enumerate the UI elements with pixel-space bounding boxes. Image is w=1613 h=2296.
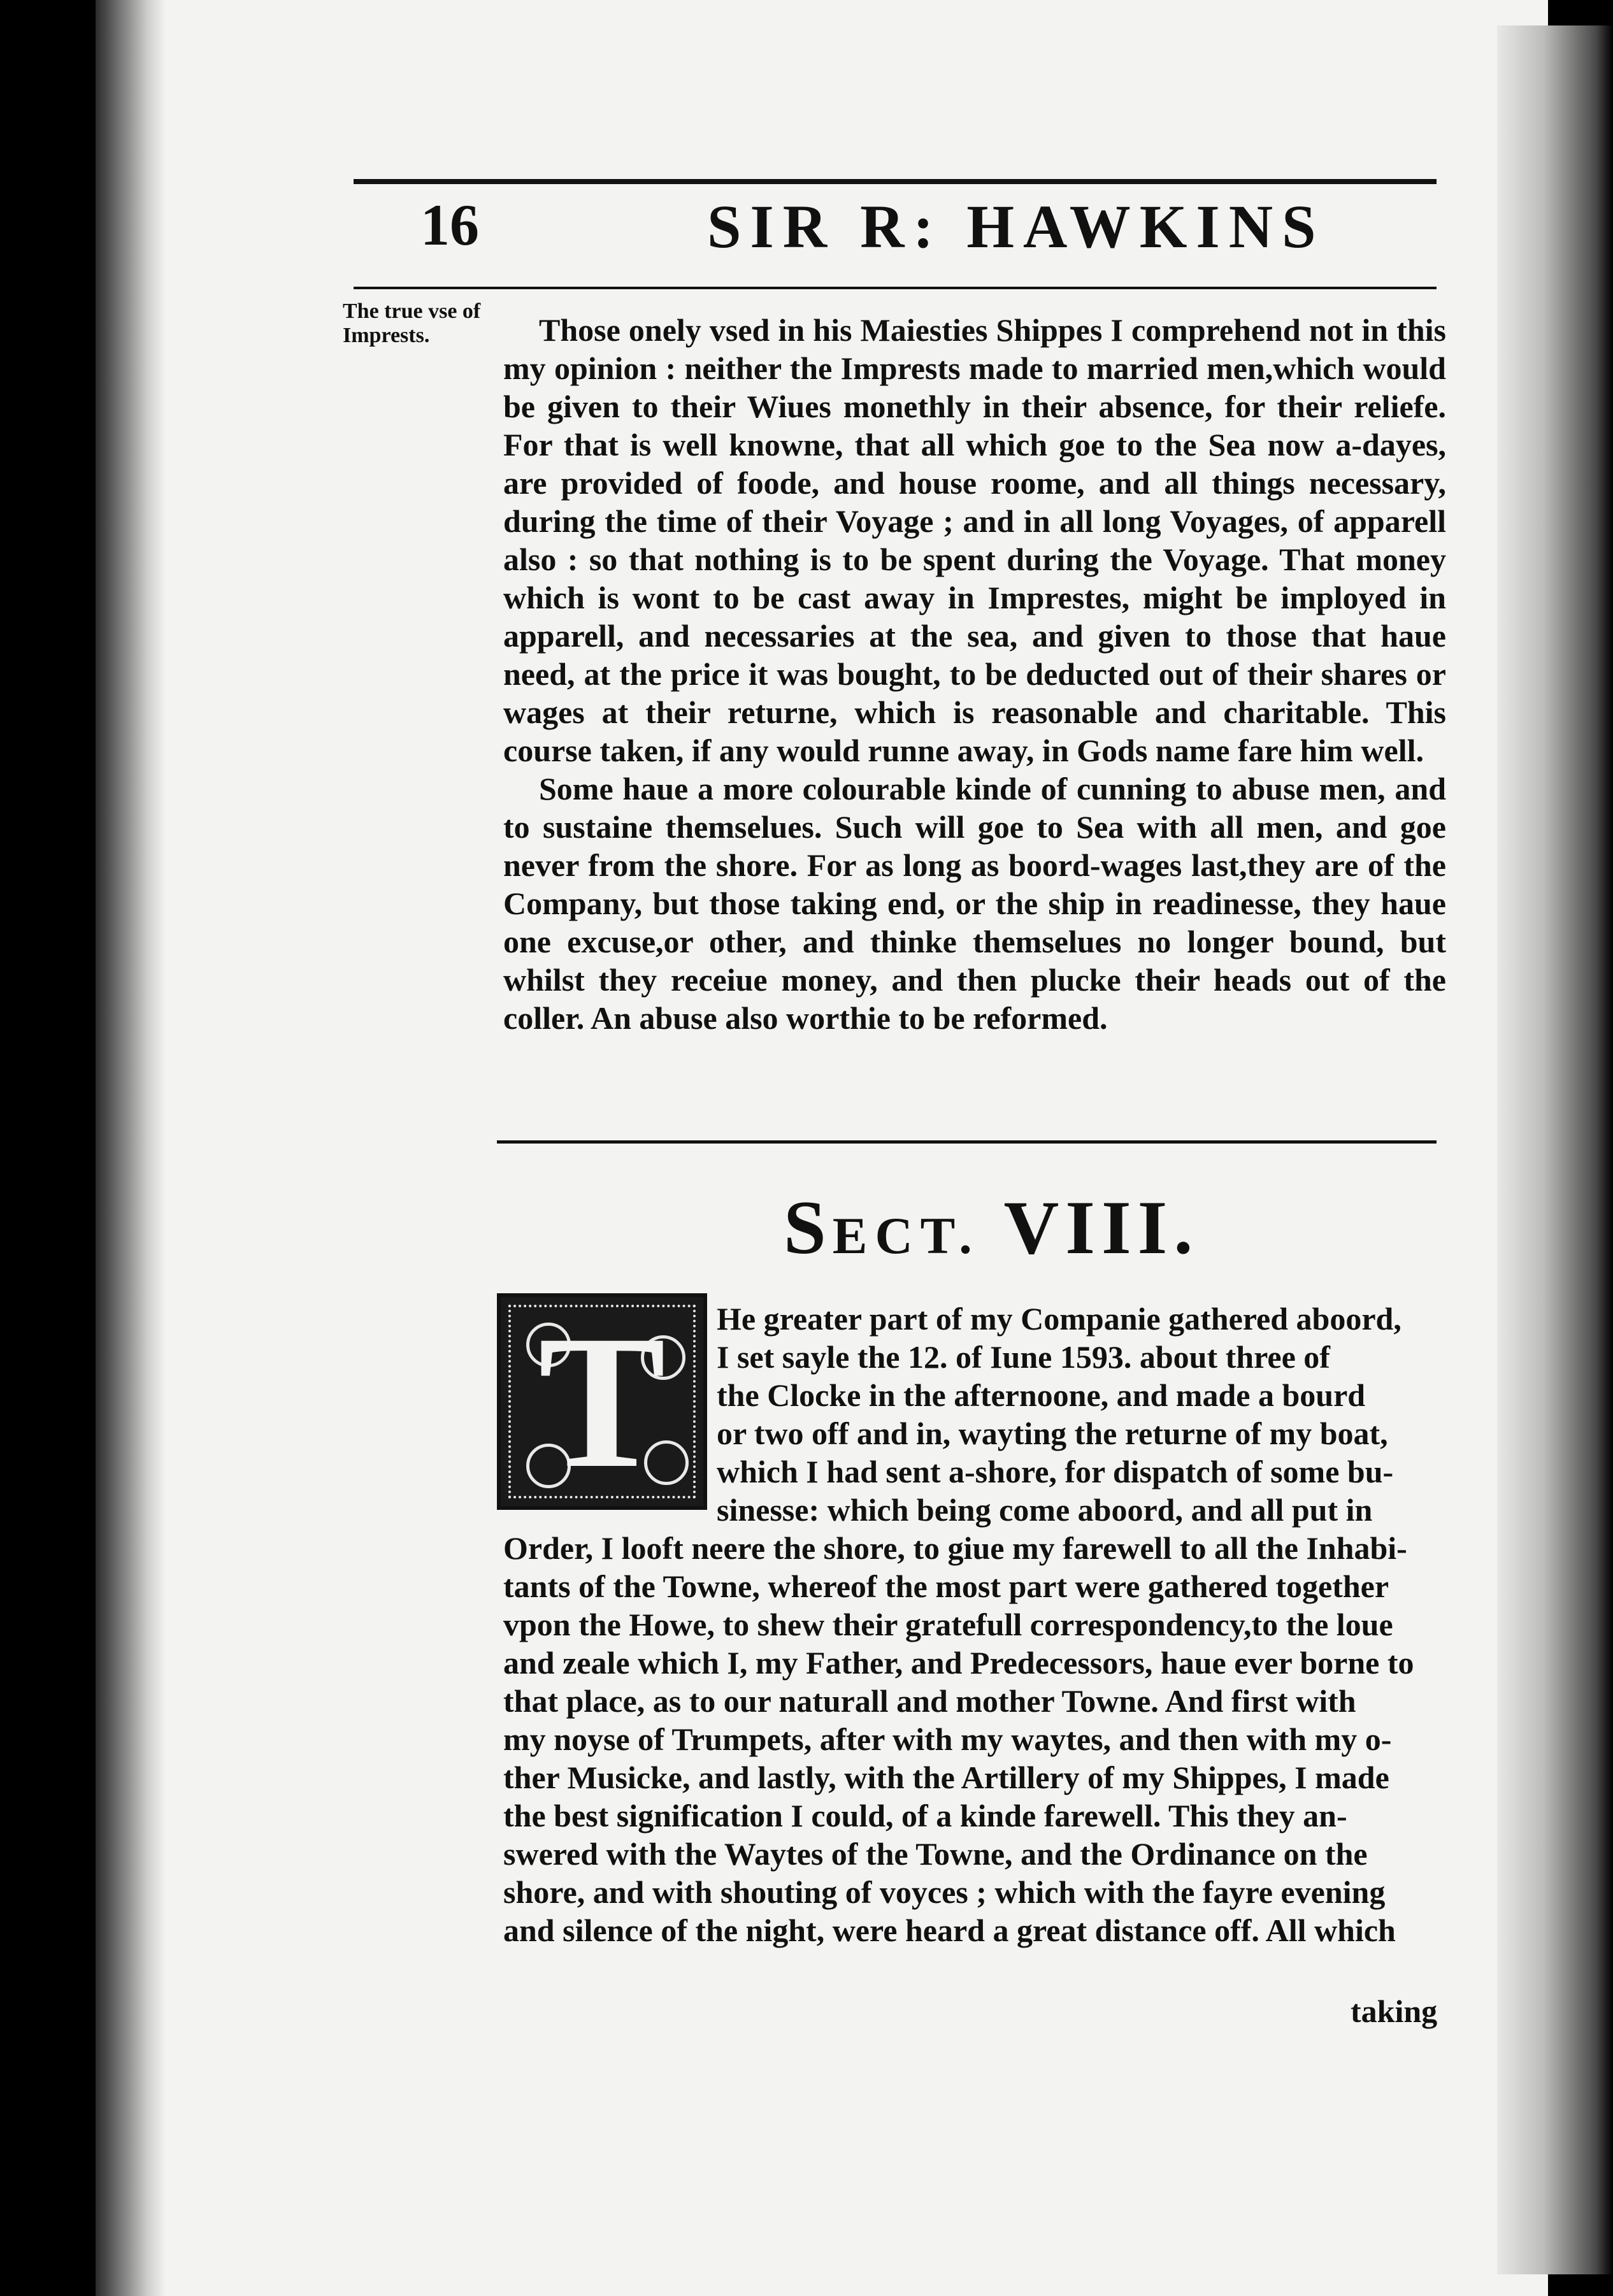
paragraph-imprests: Those onely vsed in his Maiesties Shippes I comprehend not in this my opinion : neither the Imprests made to married men,which would be given to their Wiues monethly in their absence, for their reliefe. For that is well knowne, that all which goe to the Sea now a-dayes, are provided of foode, and house roome, and all things necessary, during the time of their Voyage ; and in all long Voyages, of apparell also : so that nothing is to be spent during the Voyage. That money which is wont to be cast away in Imprestes, might be imployed in apparell, and necessaries at the sea, and given to those that haue need, at the price it was bought, to be deducted out of their shares or wages at their returne, which is reasonable and charitable. This course taken, if any would runne away, in Gods name fare him well. — [503, 312, 1446, 768]
header-rule — [354, 179, 1437, 184]
catchword: taking — [1351, 1993, 1438, 2029]
section-heading-numeral: VIII. — [1003, 1185, 1200, 1270]
paragraph-boord-wages: Some haue a more colourable kinde of cunning to abuse men, and to sustaine themselues. Such will goe to Sea with all men, and goe never from the shore. For as long as boord-wages last,they are of the Company, but those taking end, or the ship in readinesse, they haue one excuse,or other, and thinke themselues no longer bound, but whilst they receiue money, and then plucke their heads out of the coller. An abuse also worthie to be reformed. — [503, 771, 1446, 1036]
text-line: and zeale which I, my Father, and Predecessors, haue ever borne to — [503, 1645, 1414, 1681]
text-line: ther Musicke, and lastly, with the Artillery of my Shippes, I made — [503, 1760, 1389, 1795]
section-text-beside-initial — [717, 1300, 1427, 1529]
margin-note: The true vse of Imprests. — [343, 299, 481, 347]
text-line: which I had sent a-shore, for dispatch of some bu- — [717, 1454, 1394, 1489]
text-line: tants of the Towne, whereof the most part were gathered together — [503, 1568, 1389, 1604]
text-line: He greater part of my Companie gathered aboord, — [717, 1301, 1402, 1337]
running-head: SIR R: HAWKINS — [707, 192, 1325, 261]
drop-cap-letter: T — [538, 1295, 666, 1507]
text-line: or two off and in, wayting the returne of my boat, — [717, 1416, 1388, 1451]
text-line: vpon the Howe, to shew their gratefull correspondency,to the loue — [503, 1607, 1393, 1642]
text-line: shore, and with shouting of voyces ; which with the fayre evening — [503, 1874, 1386, 1910]
text-line: that place, as to our naturall and mother Towne. And first with — [503, 1683, 1356, 1719]
page-edge-shadow — [1497, 25, 1613, 2274]
text-line: I set sayle the 12. of Iune 1593. about three of — [717, 1339, 1330, 1375]
section-heading-lead: S — [784, 1185, 833, 1270]
section-heading-small: ECT. — [832, 1207, 980, 1265]
header-underline — [354, 287, 1437, 289]
main-text — [503, 311, 1446, 1037]
section-heading — [784, 1184, 1199, 1272]
page-number: 16 — [420, 192, 479, 257]
text-line: the best signification I could, of a kinde farewell. This they an- — [503, 1798, 1347, 1833]
text-line: and silence of the night, were heard a great distance off. All which — [503, 1912, 1396, 1948]
decorated-initial — [497, 1293, 707, 1510]
section-rule — [497, 1140, 1437, 1144]
text-line: sinesse: which being come aboord, and all put in — [717, 1492, 1373, 1528]
text-line: swered with the Waytes of the Towne, and the Ordinance on the — [503, 1836, 1368, 1872]
section-text — [503, 1529, 1427, 1949]
text-line: my noyse of Trumpets, after with my waytes, and then with my o- — [503, 1721, 1392, 1757]
page-gutter-shadow — [96, 0, 166, 2296]
text-line: the Clocke in the afternoone, and made a bourd — [717, 1377, 1366, 1413]
text-line: Order, I looft neere the shore, to giue my farewell to all the Inhabi- — [503, 1530, 1407, 1566]
